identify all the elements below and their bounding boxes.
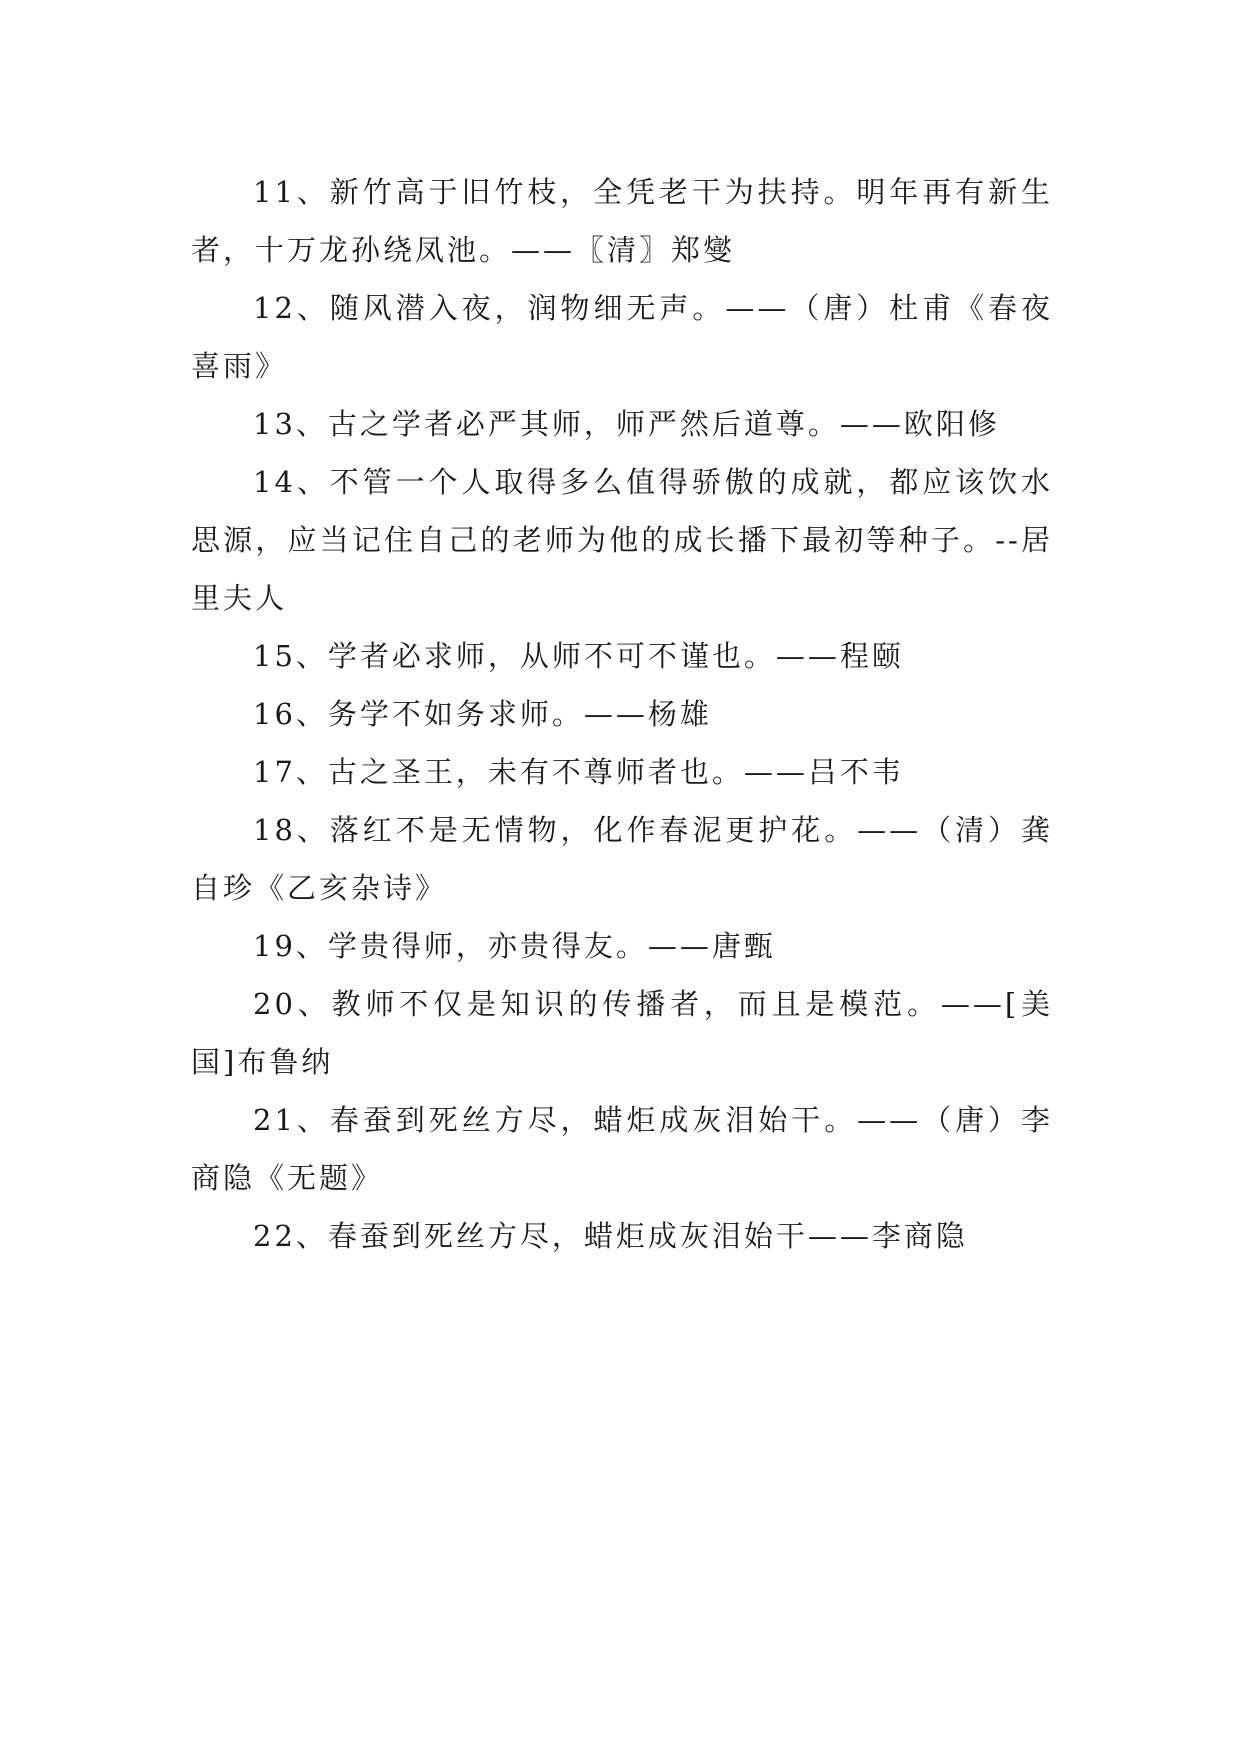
quote-20: 20、教师不仅是知识的传播者，而且是模范。——[美国]布鲁纳 — [191, 987, 1053, 1079]
quote-11: 11、新竹高于旧竹枝，全凭老干为扶持。明年再有新生者，十万龙孙绕凤池。——〖清〗郑燮 — [191, 175, 1053, 267]
quote-19: 19、学贵得师，亦贵得友。——唐甄 — [253, 929, 776, 963]
quote-17: 17、古之圣王，未有不尊师者也。——吕不韦 — [253, 755, 904, 789]
quote-18: 18、落红不是无情物，化作春泥更护花。——（清）龚自珍《乙亥杂诗》 — [191, 813, 1053, 905]
quote-15: 15、学者必求师，从师不可不谨也。——程颐 — [253, 639, 904, 673]
document-body — [191, 163, 1053, 1265]
quote-13: 13、古之学者必严其师，师严然后道尊。——欧阳修 — [253, 407, 1000, 441]
quote-22: 22、春蚕到死丝方尽，蜡炬成灰泪始干——李商隐 — [253, 1219, 968, 1253]
quote-14: 14、不管一个人取得多么值得骄傲的成就，都应该饮水思源，应当记住自己的老师为他的成长播下最初等种子。--居里夫人 — [191, 465, 1053, 615]
quote-16: 16、务学不如务求师。——杨雄 — [253, 697, 712, 731]
quote-12: 12、随风潜入夜，润物细无声。——（唐）杜甫《春夜喜雨》 — [191, 291, 1053, 383]
quote-21: 21、春蚕到死丝方尽，蜡炬成灰泪始干。——（唐）李商隐《无题》 — [191, 1103, 1053, 1195]
